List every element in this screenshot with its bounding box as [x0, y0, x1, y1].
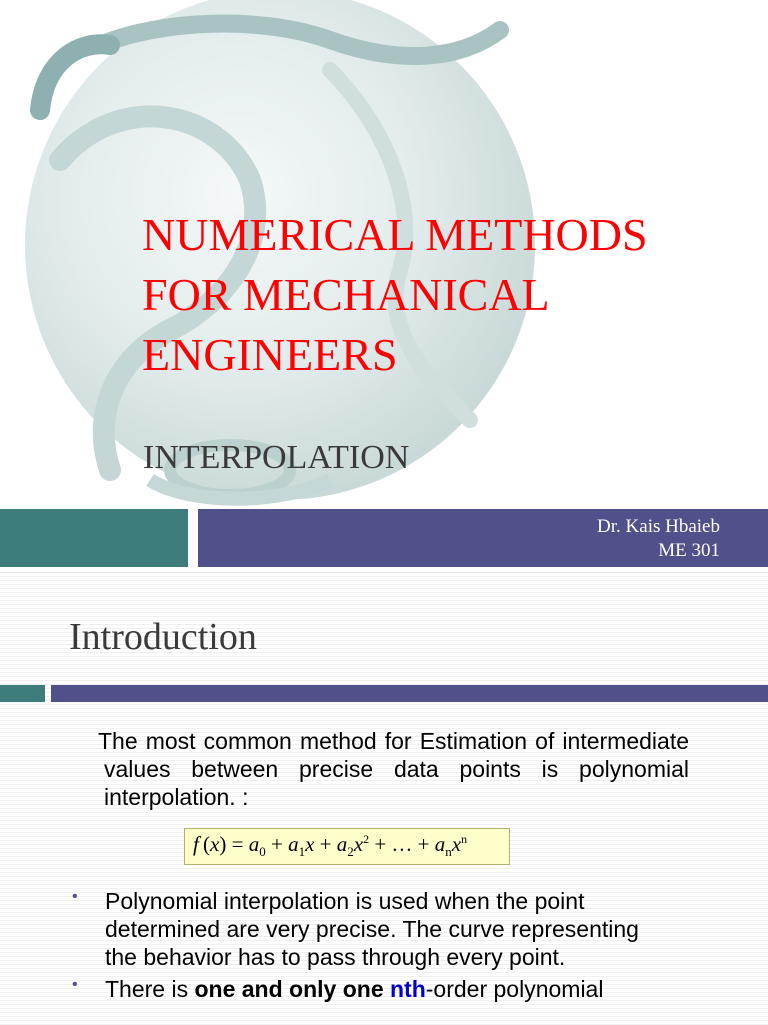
bullet-icon: • [72, 888, 78, 905]
bullet-text: Polynomial interpolation is used when the point determined are very precise. The curve representing the behavior has to pass through every point. [105, 888, 639, 970]
title-line-3: ENGINEERS [142, 329, 398, 380]
teal-accent-bar [0, 509, 188, 567]
bullet-icon: • [72, 976, 78, 993]
author-block [597, 515, 720, 563]
course-code: ME 301 [658, 540, 720, 561]
title-line-2: FOR MECHANICAL [142, 269, 550, 320]
bullet-suffix: -order polynomial [425, 976, 604, 1002]
slide-heading: Introduction [69, 616, 257, 658]
list-item [0, 975, 768, 1003]
polynomial-formula: f $(x) = a_0 + a_1x + a_2x^2$ + … + $a_nx^n$ [193, 832, 468, 860]
author-name: Dr. Kais Hbaieb [597, 516, 720, 537]
teal-divider [0, 685, 45, 702]
intro-paragraph: The most common method for Estimation of intermediate values between precise data points is polynomial interpolation. : [98, 728, 689, 810]
bullet-bold: one and only one [194, 976, 384, 1002]
content-slide [0, 572, 768, 1025]
list-item [0, 887, 768, 971]
bullet-text [105, 975, 665, 1003]
polynomial-formula-box [184, 828, 510, 865]
purple-divider [51, 685, 768, 702]
bullet-highlight: nth [390, 976, 426, 1002]
bullet-prefix: There is [105, 976, 195, 1002]
presentation-title [142, 205, 742, 385]
title-line-1: NUMERICAL METHODS [142, 209, 648, 260]
presentation-subtitle: INTERPOLATION [143, 439, 410, 476]
bullet-list [0, 887, 768, 1007]
